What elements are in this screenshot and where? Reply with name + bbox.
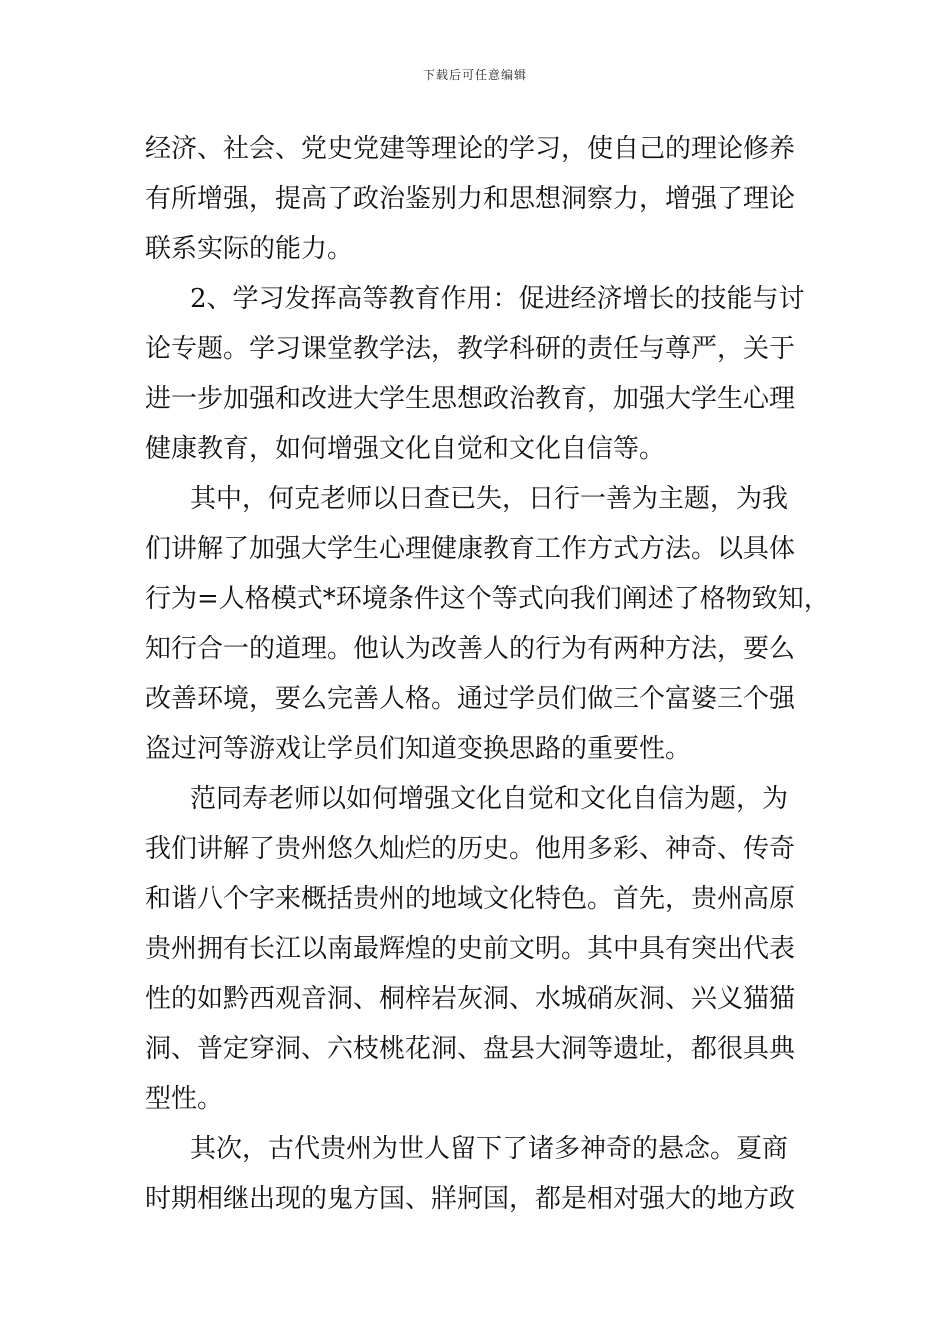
paragraph-start-line: 范同寿老师以如何增强文化自觉和文化自信为题，为 — [190, 784, 789, 814]
text-line: 行为=人格模式*环境条件这个等式向我们阐述了格物致知， — [145, 584, 830, 614]
document-body — [145, 124, 830, 1224]
page-header: 下载后可任意编辑 — [422, 68, 527, 82]
paragraph-start-line: 2、学习发挥高等教育作用：促进经济增长的技能与讨 — [190, 284, 805, 314]
text-line: 进一步加强和改进大学生思想政治教育，加强大学生心理 — [145, 384, 796, 414]
text-line: 改善环境，要么完善人格。通过学员们做三个富婆三个强 — [145, 684, 796, 714]
text-line: 联系实际的能力。 — [145, 234, 354, 264]
text-line: 性的如黔西观音洞、桐梓岩灰洞、水城硝灰洞、兴义猫猫 — [145, 984, 796, 1014]
text-line: 洞、普定穿洞、六枝桃花洞、盘县大洞等遗址，都很具典 — [145, 1034, 796, 1064]
text-line: 时期相继出现的鬼方国、牂牁国，都是相对强大的地方政 — [145, 1184, 796, 1214]
text-line: 型性。 — [145, 1084, 224, 1114]
text-line: 贵州拥有长江以南最辉煌的史前文明。其中具有突出代表 — [145, 934, 796, 964]
text-line: 有所增强，提高了政治鉴别力和思想洞察力，增强了理论 — [145, 184, 796, 214]
text-line: 我们讲解了贵州悠久灿烂的历史。他用多彩、神奇、传奇 — [145, 834, 796, 864]
paragraph-start-line: 其中，何克老师以日查已失，日行一善为主题，为我 — [190, 484, 789, 514]
text-line: 健康教育，如何增强文化自觉和文化自信等。 — [145, 434, 666, 464]
text-line: 论专题。学习课堂教学法，教学科研的责任与尊严，关于 — [145, 334, 796, 364]
text-line: 和谐八个字来概括贵州的地域文化特色。首先，贵州高原 — [145, 884, 796, 914]
text-line: 知行合一的道理。他认为改善人的行为有两种方法，要么 — [145, 634, 796, 664]
text-line: 盗过河等游戏让学员们知道变换思路的重要性。 — [145, 734, 692, 764]
paragraph-start-line: 其次，古代贵州为世人留下了诸多神奇的悬念。夏商 — [190, 1134, 789, 1164]
text-line: 们讲解了加强大学生心理健康教育工作方式方法。以具体 — [145, 534, 796, 564]
text-line: 经济、社会、党史党建等理论的学习，使自己的理论修养 — [145, 134, 796, 164]
